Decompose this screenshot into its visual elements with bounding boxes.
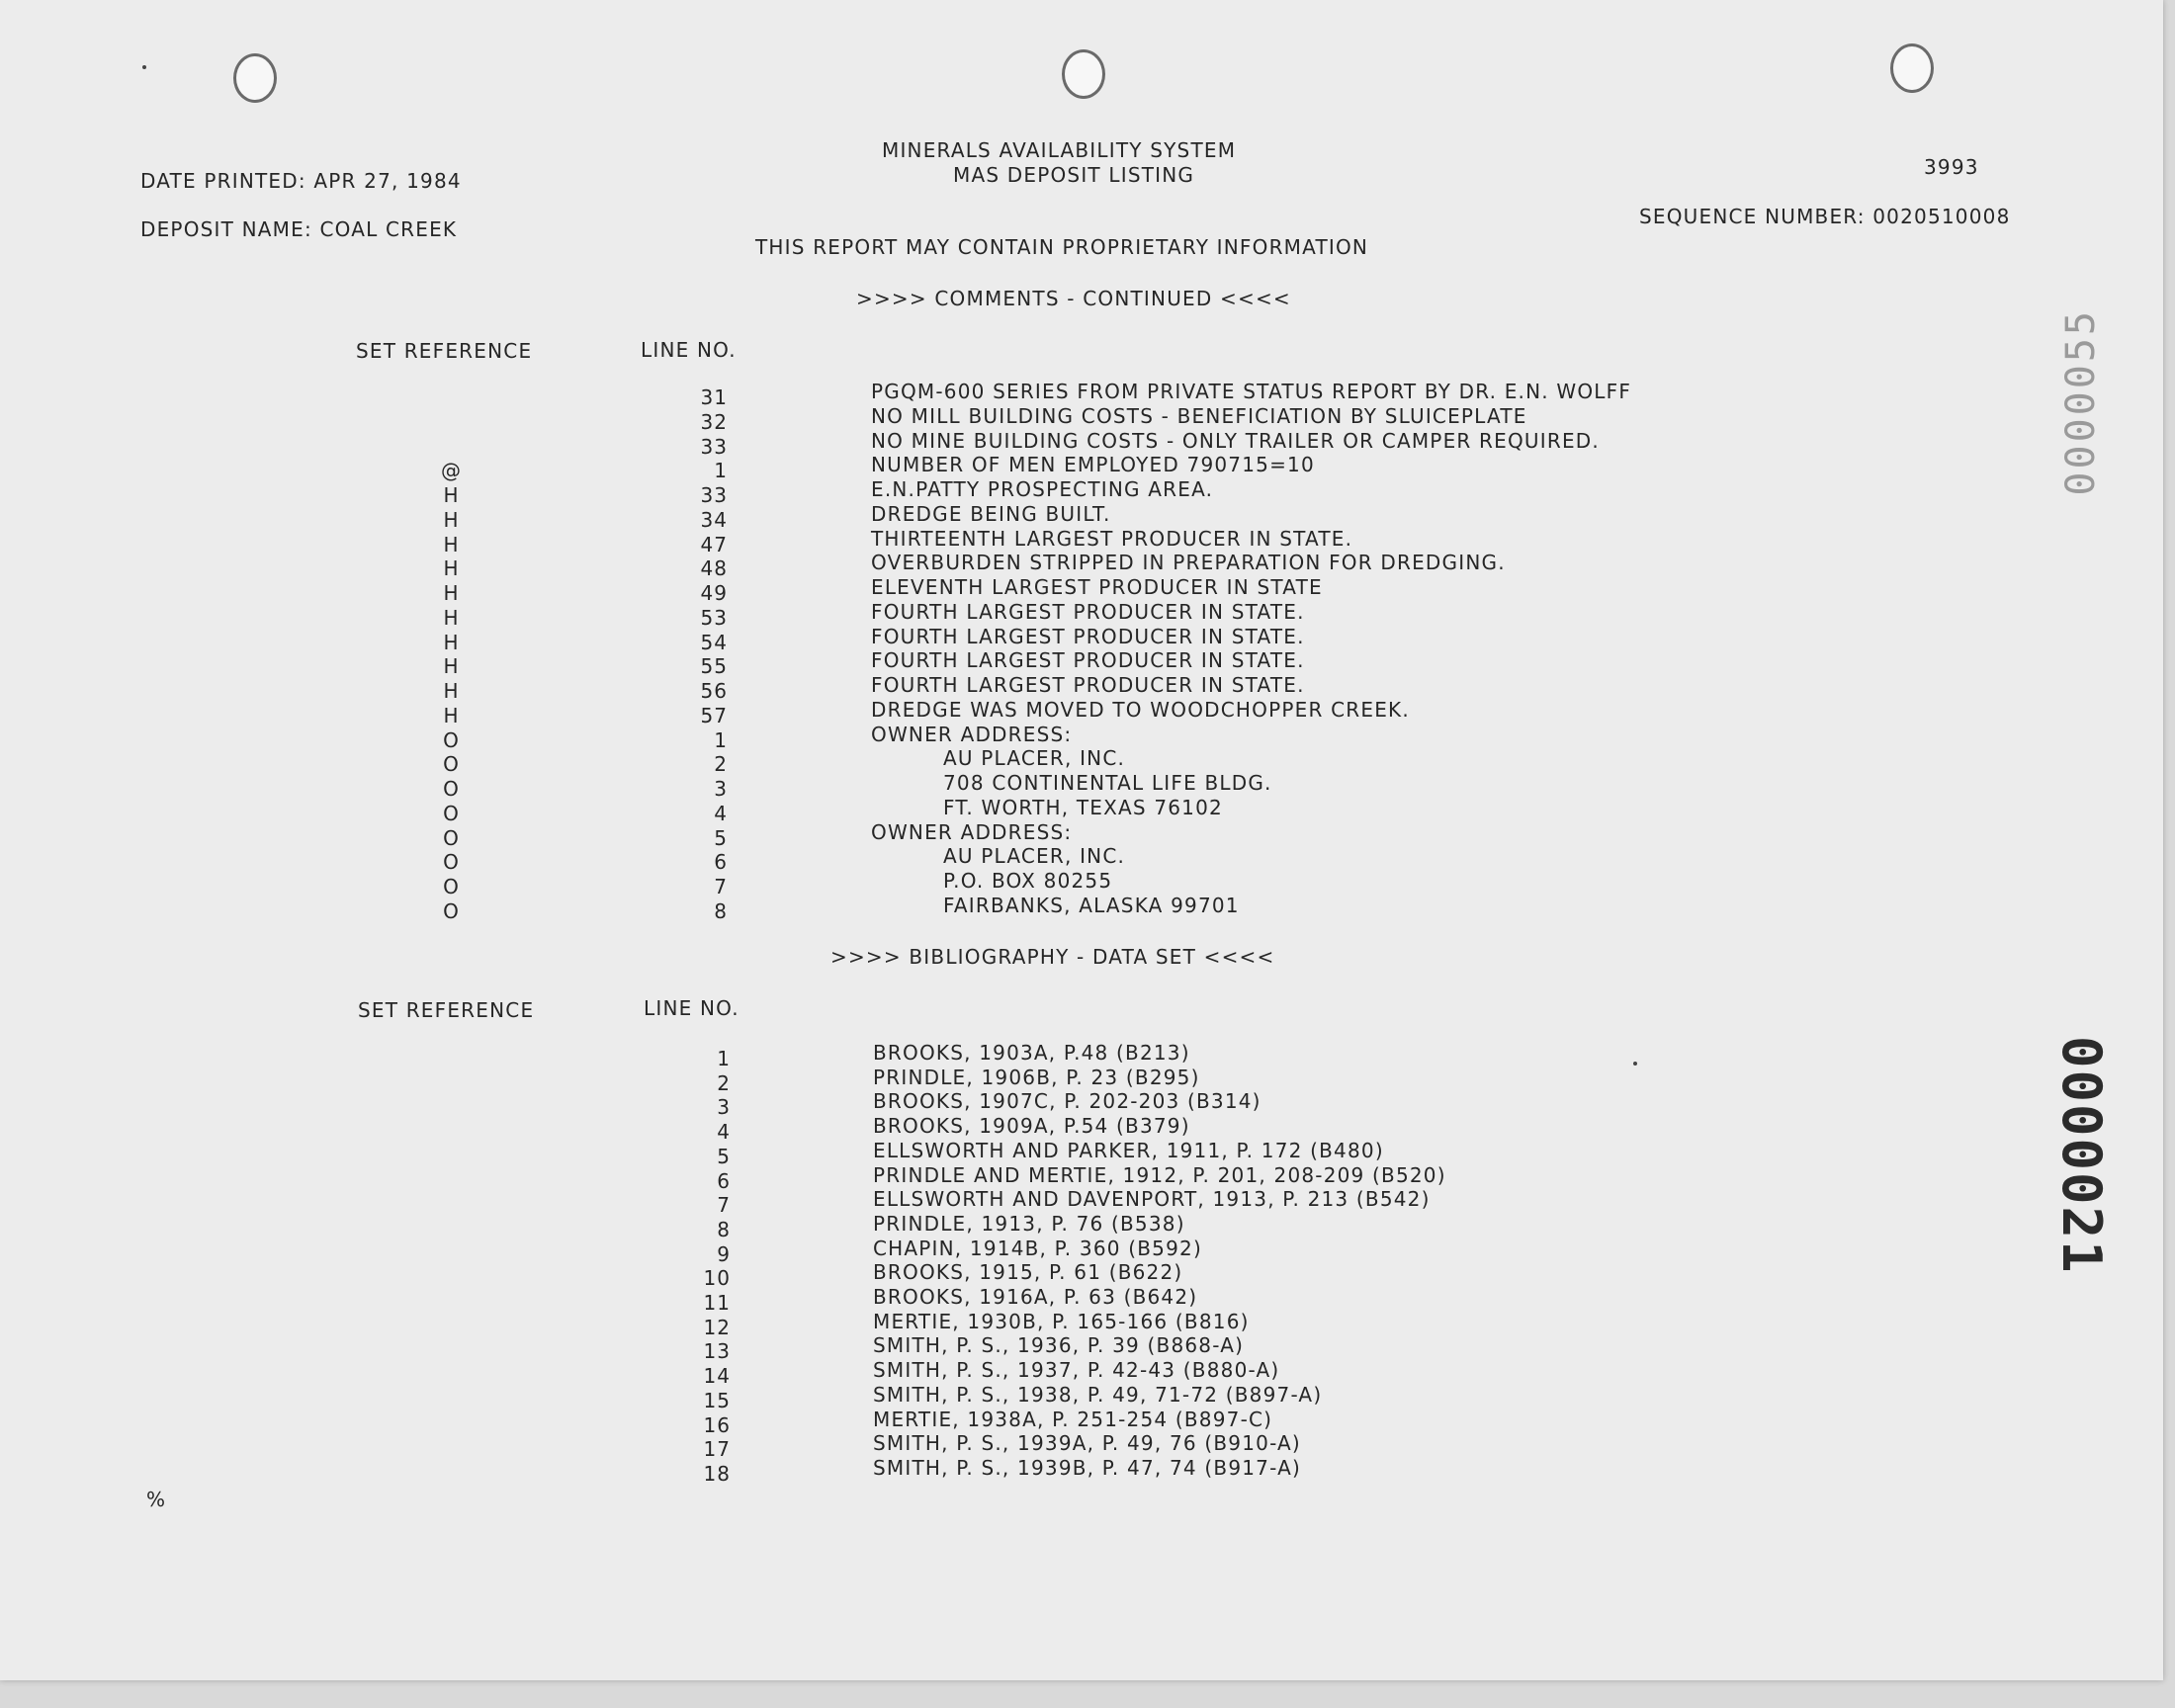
bibliography-line-number: 11: [703, 1291, 731, 1315]
comment-line-number: 31: [700, 385, 728, 409]
comments-col-set-reference: SET REFERENCE: [356, 339, 533, 363]
bibliography-line-number: 8: [717, 1218, 731, 1241]
comment-line-number: 33: [700, 435, 728, 459]
comment-line-number: 1: [714, 459, 728, 482]
comment-text: E.N.PATTY PROSPECTING AREA.: [871, 477, 1214, 501]
bibliography-line-number: 14: [703, 1364, 731, 1388]
bibliography-citation: SMITH, P. S., 1937, P. 42-43 (B880-A): [873, 1358, 1280, 1382]
bibliography-citation: ELLSWORTH AND DAVENPORT, 1913, P. 213 (B542): [873, 1187, 1431, 1211]
comments-section-title: >>>> COMMENTS - CONTINUED <<<<: [856, 287, 1291, 310]
punch-hole-right: [1890, 43, 1934, 93]
page-number: 3993: [1924, 155, 1979, 179]
bibliography-citation: MERTIE, 1938A, P. 251-254 (B897-C): [873, 1408, 1273, 1431]
bibliography-citation: MERTIE, 1930B, P. 165-166 (B816): [873, 1310, 1250, 1333]
comment-set-reference: O: [443, 850, 459, 874]
bibliography-citation: SMITH, P. S., 1939B, P. 47, 74 (B917-A): [873, 1456, 1301, 1480]
comment-text: OVERBURDEN STRIPPED IN PREPARATION FOR DREDGING.: [871, 551, 1506, 574]
comment-text: NUMBER OF MEN EMPLOYED 790715=10: [871, 453, 1315, 476]
comment-set-reference: H: [443, 508, 459, 532]
comments-col-line-no: LINE NO.: [641, 338, 737, 362]
comment-set-reference: @: [441, 459, 461, 482]
comment-text: AU PLACER, INC.: [943, 844, 1126, 868]
sequence-number: SEQUENCE NUMBER: 0020510008: [1639, 205, 2011, 228]
comment-set-reference: H: [443, 631, 459, 654]
comment-line-number: 49: [700, 581, 728, 605]
punch-hole-left: [233, 53, 277, 103]
comment-line-number: 54: [700, 631, 728, 654]
proprietary-notice: THIS REPORT MAY CONTAIN PROPRIETARY INFORMATION: [755, 235, 1369, 259]
bibliography-citation: ELLSWORTH AND PARKER, 1911, P. 172 (B480): [873, 1139, 1384, 1162]
comment-set-reference: H: [443, 483, 459, 507]
footer-percent-mark: %: [146, 1488, 167, 1511]
speck: [1633, 1062, 1637, 1066]
bibliography-citation: BROOKS, 1909A, P.54 (B379): [873, 1114, 1190, 1138]
comment-line-number: 7: [714, 875, 728, 898]
comment-text: P.O. BOX 80255: [943, 869, 1113, 893]
bibliography-citation: BROOKS, 1907C, P. 202-203 (B314): [873, 1089, 1262, 1113]
comment-line-number: 56: [700, 679, 728, 703]
comment-set-reference: O: [443, 826, 459, 850]
comment-set-reference: O: [443, 875, 459, 898]
date-printed: DATE PRINTED: APR 27, 1984: [140, 169, 462, 193]
speck: [142, 65, 146, 69]
bibliography-col-line-no: LINE NO.: [644, 996, 740, 1020]
bibliography-citation: SMITH, P. S., 1939A, P. 49, 76 (B910-A): [873, 1431, 1301, 1455]
frame-number-stamp: 0000021: [2050, 1036, 2113, 1275]
comment-set-reference: O: [443, 752, 459, 776]
comment-text: 708 CONTINENTAL LIFE BLDG.: [943, 771, 1272, 795]
comment-set-reference: H: [443, 606, 459, 630]
comment-line-number: 6: [714, 850, 728, 874]
comment-line-number: 55: [700, 654, 728, 678]
comment-line-number: 57: [700, 704, 728, 727]
comment-set-reference: O: [443, 802, 459, 825]
comment-text: NO MINE BUILDING COSTS - ONLY TRAILER OR CAMPER REQUIRED.: [871, 429, 1600, 453]
bibliography-line-number: 1: [717, 1047, 731, 1070]
comment-line-number: 33: [700, 483, 728, 507]
comment-set-reference: O: [443, 899, 459, 923]
comment-line-number: 3: [714, 777, 728, 801]
bibliography-citation: CHAPIN, 1914B, P. 360 (B592): [873, 1237, 1202, 1260]
comment-text: FOURTH LARGEST PRODUCER IN STATE.: [871, 600, 1305, 624]
comment-line-number: 2: [714, 752, 728, 776]
bibliography-col-set-reference: SET REFERENCE: [358, 998, 535, 1022]
comment-text: FAIRBANKS, ALASKA 99701: [943, 894, 1240, 917]
comment-set-reference: H: [443, 556, 459, 580]
bibliography-line-number: 18: [703, 1462, 731, 1486]
comment-line-number: 47: [700, 533, 728, 556]
bibliography-line-number: 2: [717, 1071, 731, 1095]
bibliography-line-number: 13: [703, 1339, 731, 1363]
comment-text: DREDGE BEING BUILT.: [871, 502, 1111, 526]
comment-text: FT. WORTH, TEXAS 76102: [943, 796, 1223, 819]
bibliography-line-number: 12: [703, 1316, 731, 1339]
bibliography-citation: PRINDLE AND MERTIE, 1912, P. 201, 208-209 (B520): [873, 1163, 1446, 1187]
listing-title: MAS DEPOSIT LISTING: [953, 163, 1195, 187]
bibliography-citation: BROOKS, 1916A, P. 63 (B642): [873, 1285, 1198, 1309]
comment-set-reference: H: [443, 533, 459, 556]
bibliography-line-number: 10: [703, 1266, 731, 1290]
comment-line-number: 34: [700, 508, 728, 532]
deposit-name: DEPOSIT NAME: COAL CREEK: [140, 217, 458, 241]
bibliography-citation: PRINDLE, 1913, P. 76 (B538): [873, 1212, 1185, 1236]
comment-set-reference: H: [443, 679, 459, 703]
bibliography-line-number: 5: [717, 1145, 731, 1168]
comment-text: FOURTH LARGEST PRODUCER IN STATE.: [871, 625, 1305, 648]
comment-text: DREDGE WAS MOVED TO WOODCHOPPER CREEK.: [871, 698, 1410, 722]
punch-hole-center: [1062, 49, 1105, 99]
bibliography-line-number: 3: [717, 1095, 731, 1119]
bibliography-citation: BROOKS, 1915, P. 61 (B622): [873, 1260, 1183, 1284]
system-title: MINERALS AVAILABILITY SYSTEM: [882, 138, 1237, 162]
comment-set-reference: H: [443, 654, 459, 678]
comment-text: FOURTH LARGEST PRODUCER IN STATE.: [871, 673, 1305, 697]
comment-text: FOURTH LARGEST PRODUCER IN STATE.: [871, 648, 1305, 672]
bibliography-line-number: 4: [717, 1120, 731, 1144]
bibliography-citation: SMITH, P. S., 1936, P. 39 (B868-A): [873, 1333, 1245, 1357]
comment-set-reference: O: [443, 728, 459, 752]
bibliography-citation: PRINDLE, 1906B, P. 23 (B295): [873, 1066, 1200, 1089]
comment-set-reference: H: [443, 704, 459, 727]
comment-text: ELEVENTH LARGEST PRODUCER IN STATE: [871, 575, 1323, 599]
comment-line-number: 8: [714, 899, 728, 923]
bibliography-line-number: 6: [717, 1169, 731, 1193]
comment-line-number: 32: [700, 410, 728, 434]
comment-text: AU PLACER, INC.: [943, 746, 1126, 770]
comment-text: PGQM-600 SERIES FROM PRIVATE STATUS REPORT BY DR. E.N. WOLFF: [871, 380, 1632, 403]
bibliography-section-title: >>>> BIBLIOGRAPHY - DATA SET <<<<: [830, 945, 1275, 969]
comment-text: THIRTEENTH LARGEST PRODUCER IN STATE.: [871, 527, 1353, 551]
comment-line-number: 53: [700, 606, 728, 630]
bibliography-citation: BROOKS, 1903A, P.48 (B213): [873, 1041, 1190, 1065]
bibliography-line-number: 9: [717, 1242, 731, 1266]
bibliography-line-number: 7: [717, 1193, 731, 1217]
comment-text: NO MILL BUILDING COSTS - BENEFICIATION BY SLUICEPLATE: [871, 404, 1527, 428]
comment-text: OWNER ADDRESS:: [871, 820, 1073, 844]
bibliography-line-number: 16: [703, 1413, 731, 1437]
comment-line-number: 48: [700, 556, 728, 580]
comment-set-reference: H: [443, 581, 459, 605]
bibliography-citation: SMITH, P. S., 1938, P. 49, 71-72 (B897-A): [873, 1383, 1323, 1407]
comment-line-number: 1: [714, 728, 728, 752]
comment-line-number: 5: [714, 826, 728, 850]
comment-line-number: 4: [714, 802, 728, 825]
comment-text: OWNER ADDRESS:: [871, 723, 1073, 746]
bibliography-line-number: 15: [703, 1389, 731, 1412]
comment-set-reference: O: [443, 777, 459, 801]
faint-number-stamp: 0000055: [2058, 308, 2104, 496]
bibliography-line-number: 17: [703, 1437, 731, 1461]
